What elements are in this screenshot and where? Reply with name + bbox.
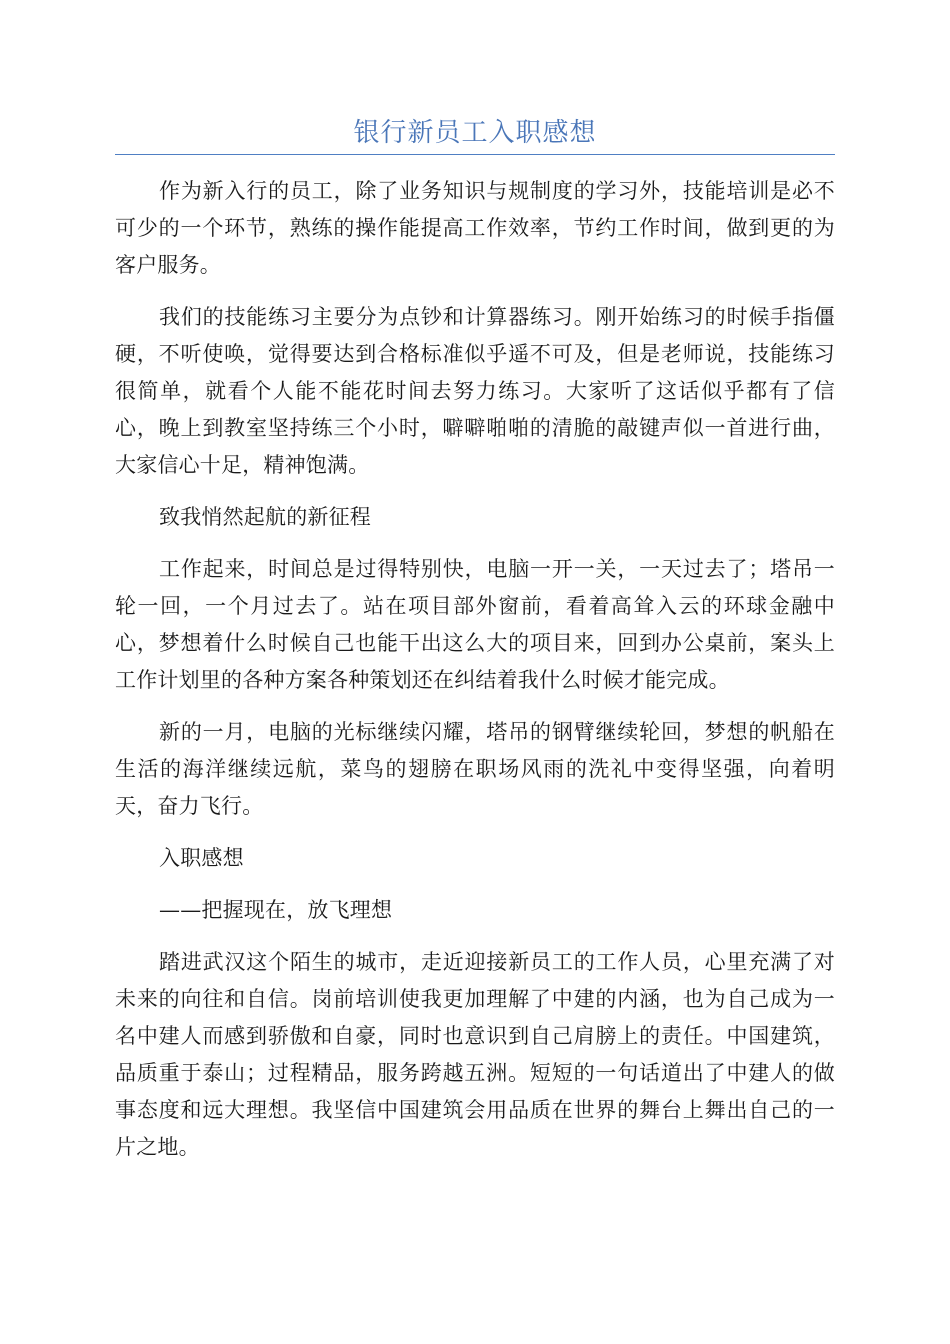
paragraph-5: 新的一月，电脑的光标继续闪耀，塔吊的钢臂继续轮回，梦想的帆船在生活的海洋继续远航，菜鸟的翅膀在职场风雨的洗礼中变得坚强，向着明天，奋力飞行。 [115, 720, 835, 818]
paragraph-3-subheading: 致我悄然起航的新征程 [159, 505, 371, 529]
paragraph-7-subtitle: ——把握现在，放飞理想 [159, 898, 393, 922]
document-title: 银行新员工入职感想 [353, 118, 597, 148]
paragraph-2: 我们的技能练习主要分为点钞和计算器练习。刚开始练习的时候手指僵硬，不听使唤，觉得要达到合格标准似乎遥不可及，但是老师说，技能练习很简单，就看个人能不能花时间去努力练习。大家听了这话似乎都有了信心，晚上到教室坚持练三个小时，噼噼啪啪的清脆的敲键声似一首进行曲，大家信心十足，精神饱满。 [115, 305, 835, 477]
paragraph-8: 踏进武汉这个陌生的城市，走近迎接新员工的工作人员，心里充满了对未来的向往和自信。岗前培训使我更加理解了中建的内涵，也为自己成为一名中建人而感到骄傲和自豪，同时也意识到自己肩膀上的责任。中国建筑，品质重于泰山；过程精品，服务跨越五洲。短短的一句话道出了中建人的做事态度和远大理想。我坚信中国建筑会用品质在世界的舞台上舞出自己的一片之地。 [115, 950, 835, 1159]
paragraph-4: 工作起来，时间总是过得特别快，电脑一开一关，一天过去了；塔吊一轮一回，一个月过去了。站在项目部外窗前，看着高耸入云的环球金融中心，梦想着什么时候自己也能干出这么大的项目来，回到办公桌前，案头上工作计划里的各种方案各种策划还在纠结着我什么时候才能完成。 [115, 557, 835, 692]
document-body [115, 173, 835, 1181]
paragraph-6-subheading: 入职感想 [159, 846, 244, 870]
paragraph-1: 作为新入行的员工，除了业务知识与规制度的学习外，技能培训是必不可少的一个环节，熟练的操作能提高工作效率，节约工作时间，做到更的为客户服务。 [115, 179, 835, 277]
title-underline [115, 154, 835, 155]
